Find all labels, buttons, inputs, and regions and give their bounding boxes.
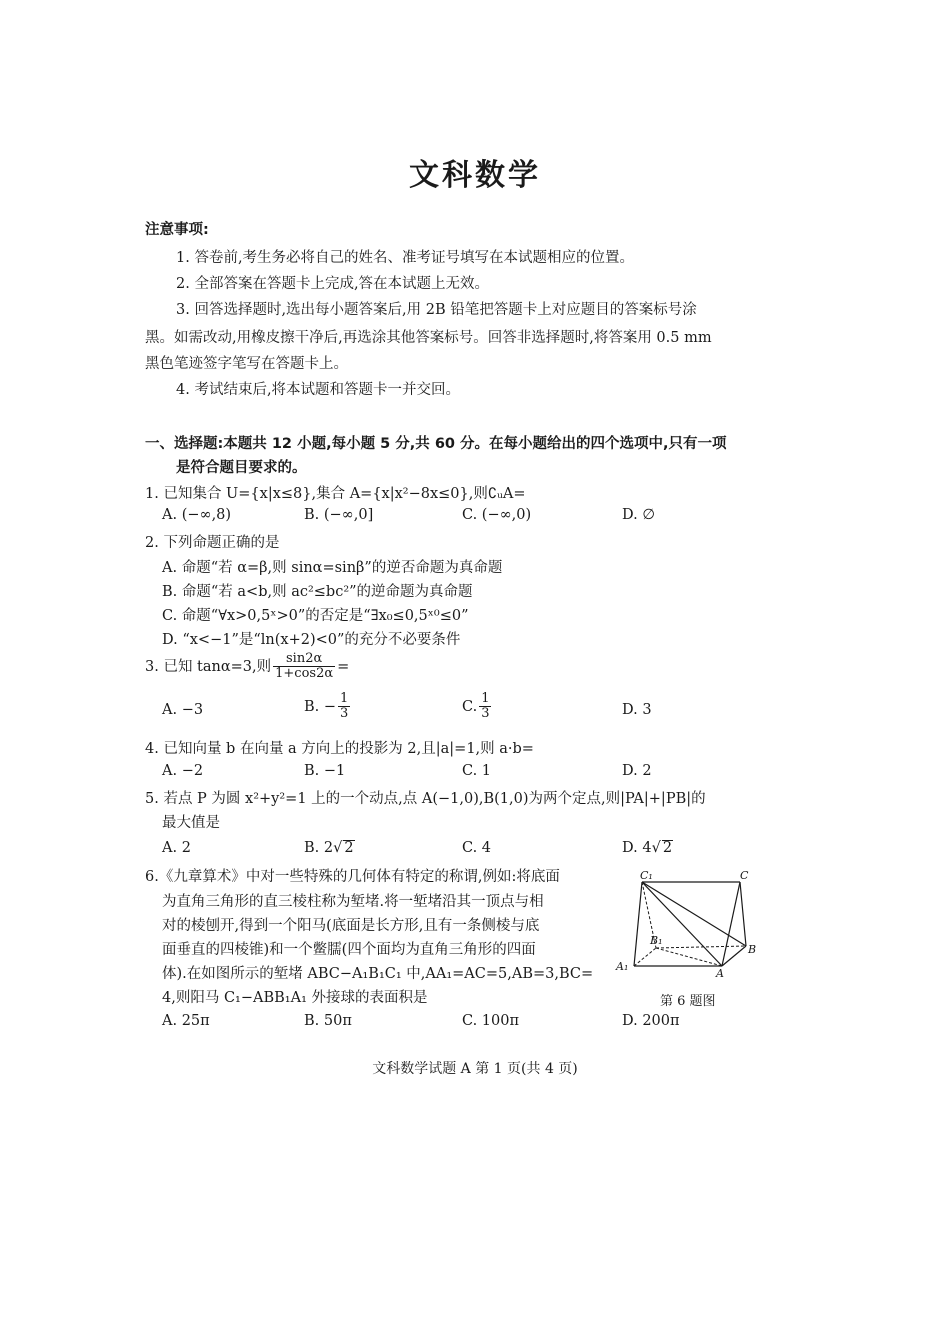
q4-option-a: A. −2 bbox=[162, 763, 204, 779]
notice-line-2: 2. 全部答案在答题卡上完成,答在本试题上无效。 bbox=[176, 276, 490, 292]
label-b: B bbox=[748, 943, 757, 956]
q3-option-c-num: 1 bbox=[481, 691, 490, 706]
q6-stem-line-5: 体).在如图所示的堑堵 ABC−A₁B₁C₁ 中,AA₁=AC=5,AB=3,BC= bbox=[162, 966, 594, 982]
section-heading: 一、选择题:本题共 12 小题,每小题 5 分,共 60 分。在每小题给出的四个选项中,只有一项 bbox=[145, 436, 727, 452]
label-a1: A₁ bbox=[616, 960, 629, 973]
notice-line-6: 4. 考试结束后,将本试题和答题卡一并交回。 bbox=[176, 382, 461, 398]
page-footer: 文科数学试题 A 第 1 页(共 4 页) bbox=[372, 1061, 578, 1077]
label-c1: C₁ bbox=[640, 869, 653, 882]
notice-line-5: 黑色笔迹签字笔写在答题卡上。 bbox=[145, 356, 348, 372]
q5-stem: 5. 若点 P 为圆 x²+y²=1 上的一个动点,点 A(−1,0),B(1,0)为两个定点,则|PA|+|PB|的 bbox=[145, 791, 706, 807]
label-c: C bbox=[740, 869, 749, 882]
q4-stem: 4. 已知向量 b 在向量 a 方向上的投影为 2,且|a|=1,则 a·b= bbox=[145, 741, 534, 757]
q3-fraction bbox=[273, 652, 335, 682]
q2-option-d: D. “x<−1”是“ln(x+2)<0”的充分不必要条件 bbox=[162, 632, 461, 648]
edge-c-b bbox=[740, 882, 746, 946]
section-heading-cont: 是符合题目要求的。 bbox=[176, 460, 307, 476]
edge-b1-b bbox=[656, 946, 746, 948]
q6-option-b: B. 50π bbox=[304, 1013, 352, 1029]
q3-fraction-numerator: sin2α bbox=[273, 652, 335, 667]
q3-option-c bbox=[462, 692, 493, 722]
q6-option-c: C. 100π bbox=[462, 1013, 520, 1029]
q2-stem: 2. 下列命题正确的是 bbox=[145, 535, 280, 551]
q3-option-b-fraction bbox=[338, 692, 350, 722]
page-title: 文科数学 bbox=[409, 158, 541, 193]
q6-stem-line-4: 面垂直的四棱锥)和一个鳖臑(四个面均为直角三角形的四面 bbox=[162, 942, 536, 958]
q3-option-d: D. 3 bbox=[622, 702, 652, 718]
q2-option-c: C. 命题“∀x>0,5ˣ>0”的否定是“∃x₀≤0,5ˣ⁰≤0” bbox=[162, 608, 469, 624]
notice-line-1: 1. 答卷前,考生务必将自己的姓名、准考证号填写在本试题相应的位置。 bbox=[176, 250, 635, 266]
q3-stem-suffix: = bbox=[337, 658, 350, 675]
q3-option-b bbox=[304, 692, 352, 722]
q3-stem-prefix: 3. 已知 tanα=3,则 bbox=[145, 658, 272, 675]
q4-option-b: B. −1 bbox=[304, 763, 346, 779]
q5-option-d: D. 4√ 2 bbox=[622, 840, 673, 856]
q5-stem-cont: 最大值是 bbox=[162, 815, 220, 831]
q3-fraction-denominator: 1+cos2α bbox=[275, 666, 334, 682]
q1-option-b: B. (−∞,0] bbox=[304, 507, 374, 523]
q6-option-a: A. 25π bbox=[162, 1013, 210, 1029]
q5-option-b-radicand: 2 bbox=[344, 840, 354, 856]
notice-line-3: 3. 回答选择题时,选出每小题答案后,用 2B 铅笔把答题卡上对应题目的答案标号涂 bbox=[176, 302, 697, 318]
q5-option-b-prefix: B. 2 bbox=[304, 840, 334, 856]
q3-option-c-prefix: C. bbox=[462, 698, 478, 715]
q3-option-b-den: 3 bbox=[340, 706, 349, 722]
q1-option-a: A. (−∞,8) bbox=[162, 507, 232, 523]
q6-figure-caption: 第 6 题图 bbox=[660, 994, 716, 1009]
q2-option-a: A. 命题“若 α=β,则 sinα=sinβ”的逆否命题为真命题 bbox=[162, 560, 503, 576]
q3-option-b-prefix: B. − bbox=[304, 698, 337, 715]
edge-a1-b1 bbox=[634, 948, 656, 966]
q4-option-c: C. 1 bbox=[462, 763, 492, 779]
q3-option-c-fraction bbox=[479, 692, 491, 722]
q4-option-d: D. 2 bbox=[622, 763, 652, 779]
q6-stem-line-1: 6.《九章算术》中对一些特殊的几何体有特定的称谓,例如:将底面 bbox=[145, 869, 560, 885]
q3-option-a: A. −3 bbox=[162, 702, 204, 718]
label-a: A bbox=[716, 967, 724, 978]
q5-option-b: B. 2√ 2 bbox=[304, 840, 354, 856]
notice-heading: 注意事项: bbox=[145, 222, 209, 238]
q5-option-a: A. 2 bbox=[162, 840, 191, 856]
q3-option-b-num: 1 bbox=[340, 691, 349, 706]
q3-option-c-den: 3 bbox=[481, 706, 490, 722]
q6-prism-figure bbox=[612, 868, 762, 978]
q6-stem-line-6: 4,则阳马 C₁−ABB₁A₁ 外接球的表面积是 bbox=[162, 990, 428, 1006]
q1-option-c: C. (−∞,0) bbox=[462, 507, 532, 523]
edge-b1-a bbox=[656, 948, 722, 966]
edge-c1-a1 bbox=[634, 882, 642, 966]
q1-option-d: D. ∅ bbox=[622, 507, 655, 523]
q6-option-d: D. 200π bbox=[622, 1013, 680, 1029]
q5-option-d-radicand: 2 bbox=[662, 840, 673, 856]
q6-stem-line-2: 为直角三角形的直三棱柱称为堑堵.将一堑堵沿其一顶点与相 bbox=[162, 894, 544, 910]
notice-line-4: 黑。如需改动,用橡皮擦干净后,再选涂其他答案标号。回答非选择题时,将答案用 0.5 mm bbox=[145, 330, 712, 346]
q3-stem bbox=[145, 652, 349, 682]
q5-option-d-prefix: D. 4 bbox=[622, 840, 652, 856]
label-b1: B₁ bbox=[650, 934, 663, 947]
q2-option-b: B. 命题“若 a<b,则 ac²≤bc²”的逆命题为真命题 bbox=[162, 584, 473, 600]
q5-option-c: C. 4 bbox=[462, 840, 492, 856]
q6-stem-line-3: 对的棱刨开,得到一个阳马(底面是长方形,且有一条侧棱与底 bbox=[162, 918, 540, 934]
q1-stem: 1. 已知集合 U={x|x≤8},集合 A={x|x²−8x≤0},则∁ᵤA= bbox=[145, 486, 526, 502]
